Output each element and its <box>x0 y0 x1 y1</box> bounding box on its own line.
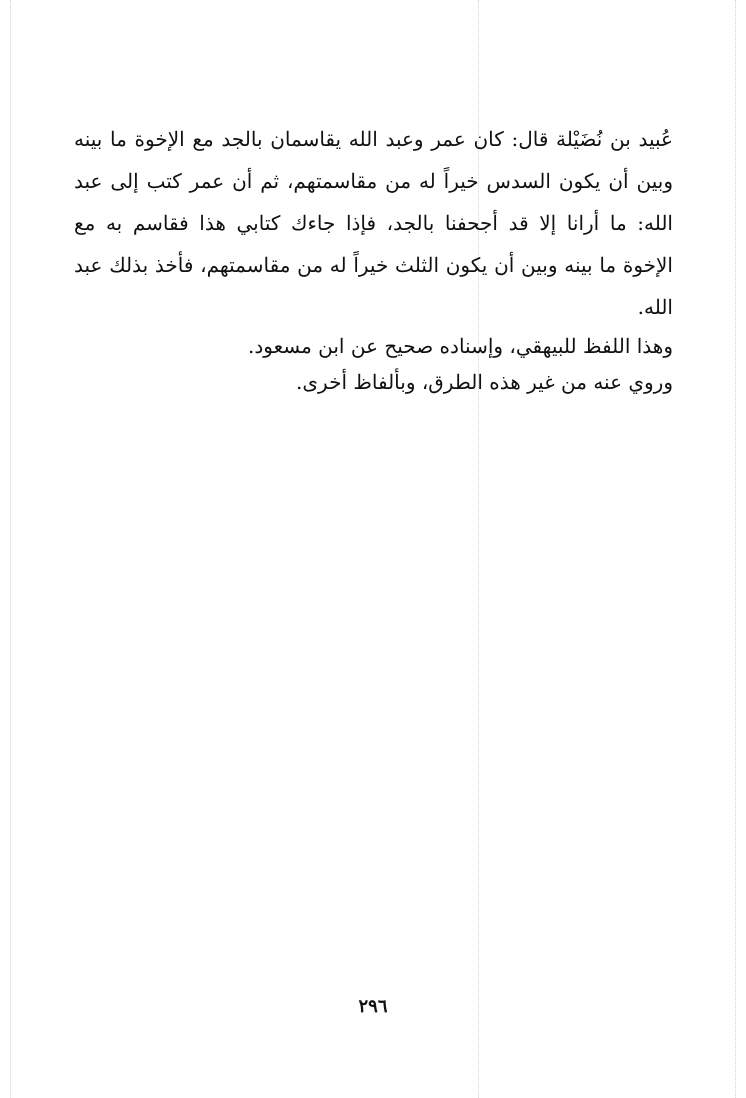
page-number: ٢٩٦ <box>358 996 388 1017</box>
main-paragraph: عُبيد بن نُضَيْلة قال: كان عمر وعبد الله يقاسمان بالجد مع الإخوة ما بينه وبين أن يكون السدس خيراً له من مقاسمتهم، ثم أن عمر كتب إلى عبد الله: ما أرانا إلا قد أجحفنا بالجد، فإذا جاءك كتابي هذا فقاسم به مع الإخوة ما بينه وبين أن يكون الثلث خيراً له من مقاسمتهم، فأخذ بذلك عبد الله. <box>74 127 673 319</box>
scan-guide-line <box>10 0 11 1098</box>
body-text <box>74 118 673 400</box>
scan-guide-line <box>735 0 736 1098</box>
note-line: وهذا اللفظ للبيهقي، وإسناده صحيح عن ابن مسعود. <box>247 334 673 358</box>
note-line: وروي عنه من غير هذه الطرق، وبألفاظ أخرى. <box>296 370 673 394</box>
